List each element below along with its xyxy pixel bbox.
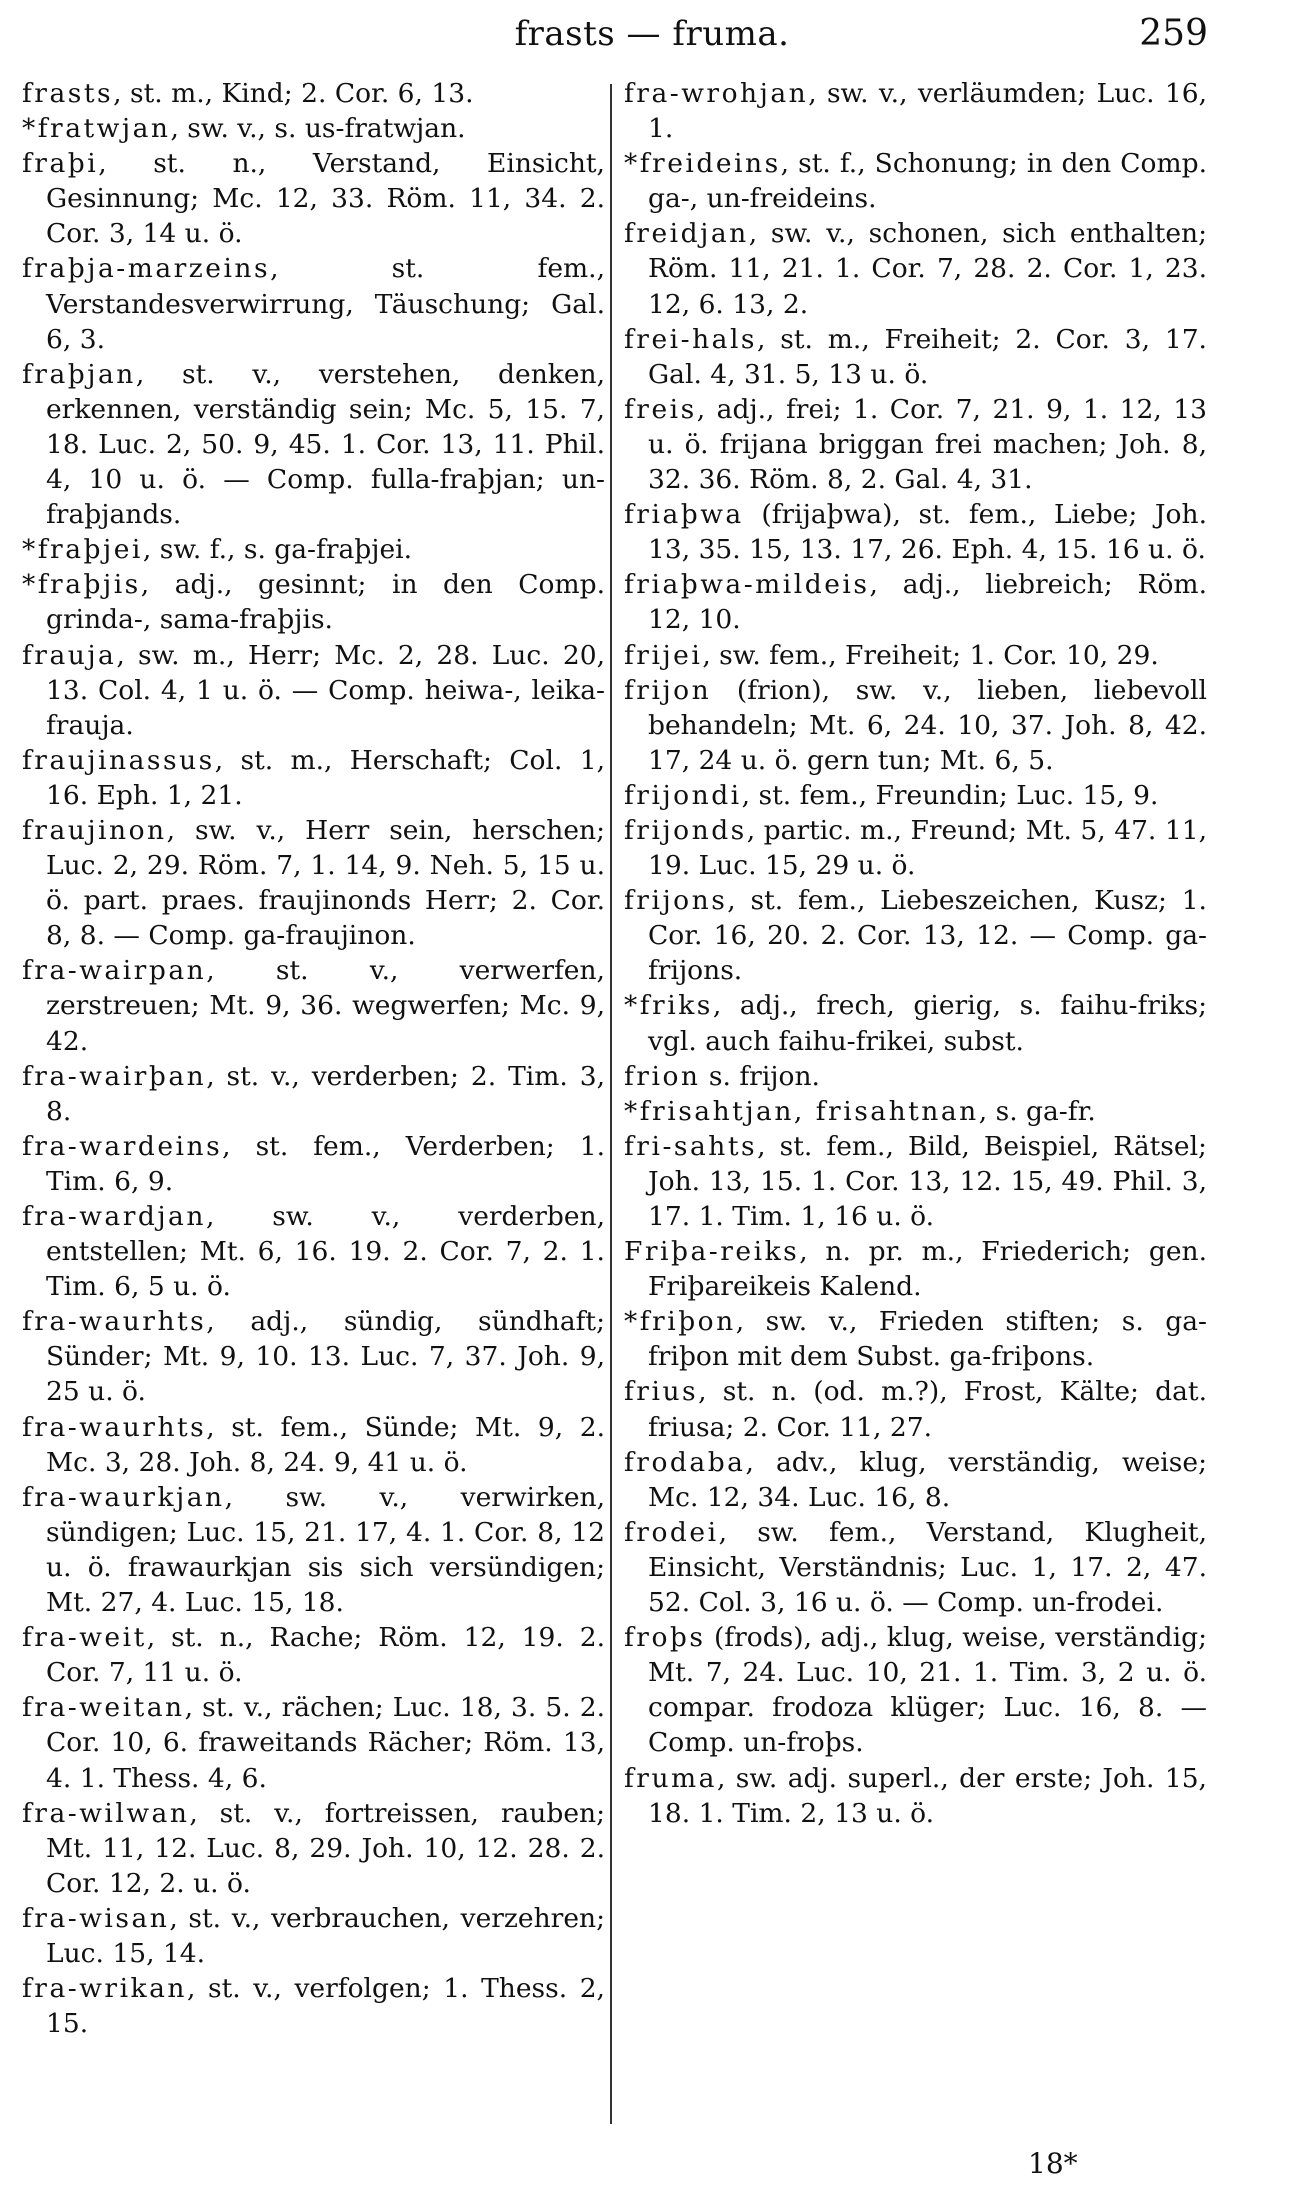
headword: fra-wairpan xyxy=(22,955,207,987)
dictionary-entry xyxy=(22,76,605,111)
left-column xyxy=(22,76,605,2146)
headword: frion xyxy=(624,1060,701,1092)
entry-text: , adv., klug, verständig, weise; Mc. 12, 34. Luc. 16, 8. xyxy=(648,1446,1207,1513)
dictionary-entry xyxy=(22,1059,605,1129)
dictionary-entry xyxy=(624,322,1207,392)
page-number: 259 xyxy=(1139,13,1208,54)
headword: fra-weitan xyxy=(22,1692,185,1724)
dictionary-entry xyxy=(624,1059,1207,1094)
headword: frodei xyxy=(624,1516,719,1548)
headword: frius xyxy=(624,1376,699,1408)
headword: *fraþjis xyxy=(22,569,141,601)
dictionary-entry xyxy=(22,1620,605,1690)
dictionary-entry xyxy=(624,1094,1207,1129)
entry-text: , st. fem., Liebeszeichen, Kusz; 1. Cor. 16, 20. 2. Cor. 13, 12. — Comp. ga-frijons. xyxy=(648,885,1207,987)
headword: fra-waurkjan xyxy=(22,1481,225,1513)
dictionary-entry xyxy=(624,1374,1207,1444)
headword: frijon xyxy=(624,674,712,706)
dictionary-entry xyxy=(22,743,605,813)
headword: *fraþjei xyxy=(22,534,143,566)
entry-text: , st. fem., Sünde; Mt. 9, 2. Mc. 3, 28. Joh. 8, 24. 9, 41 u. ö. xyxy=(46,1411,605,1478)
dictionary-entry xyxy=(22,1971,605,2041)
headword: fruma xyxy=(624,1762,717,1794)
headword: frijondi xyxy=(624,779,742,811)
dictionary-entry xyxy=(624,673,1207,778)
dictionary-entry xyxy=(624,76,1207,146)
headword: fraþja-marzeins xyxy=(22,253,271,285)
dictionary-entry xyxy=(624,1129,1207,1234)
entry-text: , st. m., Kind; 2. Cor. 6, 13. xyxy=(113,78,474,109)
headword: *friks xyxy=(624,990,713,1022)
headword: froþs xyxy=(624,1622,706,1654)
headword: fra-wrikan xyxy=(22,1973,187,2005)
dictionary-entry xyxy=(624,497,1207,567)
headword: fra-wrohjan xyxy=(624,78,809,109)
entry-text: (frijaþwa), st. fem., Liebe; Joh. 13, 35. 15, 13. 17, 26. Eph. 4, 15. 16 u. ö. xyxy=(648,499,1207,566)
entry-text: , s. ga-fr. xyxy=(978,1095,1096,1127)
headword: *friþon xyxy=(624,1306,736,1338)
entry-text: (frion), sw. v., lieben, liebevoll behandeln; Mt. 6, 24. 10, 37. Joh. 8, 42. 17, 24 u. ö. gern tun; Mt. 6, 5. xyxy=(648,674,1207,776)
headword: fraþjan xyxy=(22,358,136,390)
entry-text: , sw. adj. superl., der erste; Joh. 15, 18. 1. Tim. 2, 13 u. ö. xyxy=(648,1762,1207,1829)
entry-text: , st. n., Verstand, Einsicht, Gesinnung; Mc. 12, 33. Röm. 11, 34. 2. Cor. 3, 14 u. ö. xyxy=(46,148,605,250)
dictionary-entry xyxy=(624,1761,1207,1831)
dictionary-entry xyxy=(624,988,1207,1058)
entry-text: , sw. fem., Freiheit; 1. Cor. 10, 29. xyxy=(702,639,1159,671)
dictionary-entry xyxy=(22,146,605,251)
entry-text: , sw. m., Herr; Mc. 2, 28. Luc. 20, 13. Col. 4, 1 u. ö. — Comp. heiwa-, leika-frauja. xyxy=(46,639,605,741)
entry-text: , st. v., verfolgen; 1. Thess. 2, 15. xyxy=(46,1973,605,2040)
headword: Friþa-reiks xyxy=(624,1236,800,1268)
dictionary-entry xyxy=(624,638,1207,673)
headword: fra-weit xyxy=(22,1622,147,1654)
entry-text: , st. n., Rache; Röm. 12, 19. 2. Cor. 7, 11 u. ö. xyxy=(46,1622,605,1689)
dictionary-entry xyxy=(624,1234,1207,1304)
entry-text: , adj., frech, gierig, s. faihu-friks; vgl. auch faihu-frikei, subst. xyxy=(648,990,1207,1057)
entry-text: , st. m., Herschaft; Col. 1, 16. Eph. 1, 21. xyxy=(46,744,605,811)
dictionary-entry xyxy=(624,883,1207,988)
dictionary-entry xyxy=(624,813,1207,883)
headword: fra-wardeins xyxy=(22,1130,223,1162)
entry-text: , sw. fem., Verstand, Klugheit, Einsicht, Verständnis; Luc. 1, 17. 2, 47. 52. Col. 3, 16 u. ö. — Comp. un-frodei. xyxy=(648,1516,1207,1619)
entry-text: , st. n. (od. m.?), Frost, Kälte; dat. friusa; 2. Cor. 11, 27. xyxy=(648,1376,1207,1443)
entry-text: , sw. v., verläumden; Luc. 16, 1. xyxy=(648,78,1207,145)
running-title: frasts — fruma. xyxy=(514,14,790,54)
entry-text: , st. v., verwerfen, zerstreuen; Mt. 9, 36. wegwerfen; Mc. 9, 42. xyxy=(46,955,605,1057)
entry-text: , adj., gesinnt; in den Comp. grinda-, sama-fraþjis. xyxy=(46,569,605,636)
entry-text: , st. v., verbrauchen, verzehren; Luc. 15, 14. xyxy=(46,1902,605,1969)
entry-text: , sw. v., Herr sein, herschen; Luc. 2, 29. Röm. 7, 1. 14, 9. Neh. 5, 15 u. ö. part. praes. fraujinonds Herr; 2. Cor. 8, 8. — Comp. ga-fraujinon. xyxy=(46,814,605,952)
entry-text: , st. v., verderben; 2. Tim. 3, 8. xyxy=(46,1060,605,1127)
entry-text: , st. fem., Bild, Beispiel, Rätsel; Joh. 13, 15. 1. Cor. 13, 12. 15, 49. Phil. 3, 17. 1. Tim. 1, 16 u. ö. xyxy=(648,1130,1207,1232)
headword: friaþwa-mildeis xyxy=(624,569,870,601)
dictionary-entry xyxy=(22,1304,605,1409)
entry-text: , sw. v., s. us-fratwjan. xyxy=(170,113,466,145)
headword: *freideins xyxy=(624,148,781,180)
entry-text: , adj., frei; 1. Cor. 7, 21. 9, 1. 12, 13 u. ö. frijana briggan frei machen; Joh. 8, 32. 36. Röm. 8, 2. Gal. 4, 31. xyxy=(648,393,1207,496)
entry-text: , st. m., Freiheit; 2. Cor. 3, 17. Gal. 4, 31. 5, 13 u. ö. xyxy=(648,323,1207,390)
headword: fraujinassus xyxy=(22,744,215,776)
dictionary-entry xyxy=(22,953,605,1058)
headword: *frisahtjan, frisahtnan xyxy=(624,1095,979,1127)
dictionary-entry xyxy=(22,357,605,532)
dictionary-entry xyxy=(624,778,1207,813)
headword: friaþwa xyxy=(624,499,744,531)
headword: fri-sahts xyxy=(624,1130,758,1162)
dictionary-entry xyxy=(22,567,605,637)
headword: fraþi xyxy=(22,148,99,180)
dictionary-entry xyxy=(624,1515,1207,1620)
dictionary-entry xyxy=(22,1199,605,1304)
headword: freidjan xyxy=(624,218,749,250)
entry-text: , st. f., Schonung; in den Comp. ga-, un-freideins. xyxy=(648,148,1207,215)
dictionary-entry xyxy=(624,1620,1207,1760)
headword: frauja xyxy=(22,639,117,671)
entry-text: , sw. v., verderben, entstellen; Mt. 6, 16. 19. 2. Cor. 7, 2. 1. Tim. 6, 5 u. ö. xyxy=(46,1201,605,1303)
dictionary-entry xyxy=(22,1796,605,1901)
entry-text: , st. fem., Verderben; 1. Tim. 6, 9. xyxy=(46,1130,605,1197)
headword: fra-wisan xyxy=(22,1902,170,1934)
dictionary-entry xyxy=(624,146,1207,216)
entry-text: s. frijon. xyxy=(700,1060,820,1092)
headword: fra-waurhts xyxy=(22,1411,207,1443)
dictionary-entry xyxy=(22,1901,605,1971)
dictionary-entry xyxy=(22,638,605,743)
page-header xyxy=(0,4,1304,64)
headword: frijons xyxy=(624,885,728,917)
entry-text: , n. pr. m., Friederich; gen. Friþareikeis Kalend. xyxy=(648,1236,1207,1303)
dictionary-entry xyxy=(22,1410,605,1480)
column-divider xyxy=(610,84,612,2124)
dictionary-entry xyxy=(22,251,605,356)
entry-text: , st. fem., Verstandesverwirrung, Täuschung; Gal. 6, 3. xyxy=(46,253,605,355)
entry-text: , sw. v., schonen, sich enthalten; Röm. 11, 21. 1. Cor. 7, 28. 2. Cor. 1, 23. 12, 6. 13, 2. xyxy=(648,218,1207,320)
headword: *fratwjan xyxy=(22,113,171,145)
headword: fra-wairþan xyxy=(22,1060,207,1092)
headword: fra-waurhts xyxy=(22,1306,207,1338)
headword: frei-hals xyxy=(624,323,758,355)
dictionary-entry xyxy=(624,1304,1207,1374)
right-column xyxy=(624,76,1207,2146)
dictionary-entry xyxy=(22,1690,605,1795)
dictionary-entry xyxy=(624,1445,1207,1515)
headword: fraujinon xyxy=(22,814,167,846)
dictionary-entry xyxy=(22,532,605,567)
headword: frodaba xyxy=(624,1446,746,1478)
entry-text: , sw. v., verwirken, sündigen; Luc. 15, 21. 17, 4. 1. Cor. 8, 12 u. ö. frawaurkjan sis sich versündigen; Mt. 27, 4. Luc. 15, 18. xyxy=(46,1481,605,1619)
dictionary-entry xyxy=(22,813,605,953)
dictionary-entry xyxy=(624,567,1207,637)
entry-text: , st. v., fortreissen, rauben; Mt. 11, 12. Luc. 8, 29. Joh. 10, 12. 28. 2. Cor. 12, 2. u. ö. xyxy=(46,1797,605,1899)
headword: freis xyxy=(624,393,697,425)
entry-text: , adj., sündig, sündhaft; Sünder; Mt. 9, 10. 13. Luc. 7, 37. Joh. 9, 25 u. ö. xyxy=(46,1306,605,1408)
dictionary-entry xyxy=(624,392,1207,497)
entry-text: , st. v., verstehen, denken, erkennen, verständig sein; Mc. 5, 15. 7, 18. Luc. 2, 50. 9, 45. 1. Cor. 13, 11. Phil. 4, 10 u. ö. — Comp. fulla-fraþjan; un-fraþjands. xyxy=(46,358,605,531)
entry-text: , partic. m., Freund; Mt. 5, 47. 11, 19. Luc. 15, 29 u. ö. xyxy=(648,814,1207,882)
signature-mark: 18* xyxy=(1028,2147,1078,2180)
entry-text: (frods), adj., klug, weise, verständig; Mt. 7, 24. Luc. 10, 21. 1. Tim. 3, 2 u. ö. compar. frodoza klüger; Luc. 16, 8. — Comp. un-froþs. xyxy=(648,1622,1207,1759)
headword: frijonds xyxy=(624,814,747,846)
headword: fra-wardjan xyxy=(22,1201,206,1232)
entry-text: , st. v., rächen; Luc. 18, 3. 5. 2. Cor. 10, 6. fraweitands Rächer; Röm. 13, 4. 1. Thess. 4, 6. xyxy=(46,1692,605,1794)
headword: fra-wilwan xyxy=(22,1797,190,1829)
entry-text: , sw. v., Frieden stiften; s. ga-friþon mit dem Subst. ga-friþons. xyxy=(648,1306,1207,1373)
dictionary-entry xyxy=(22,1480,605,1620)
entry-text: , sw. f., s. ga-fraþjei. xyxy=(142,534,413,566)
entry-text: , st. fem., Freundin; Luc. 15, 9. xyxy=(741,779,1159,811)
entry-text: , adj., liebreich; Röm. 12, 10. xyxy=(648,569,1207,636)
dictionary-entry xyxy=(624,216,1207,321)
headword: frijei xyxy=(624,639,703,671)
headword: frasts xyxy=(22,78,114,109)
dictionary-entry xyxy=(22,1129,605,1199)
dictionary-entry xyxy=(22,111,605,146)
